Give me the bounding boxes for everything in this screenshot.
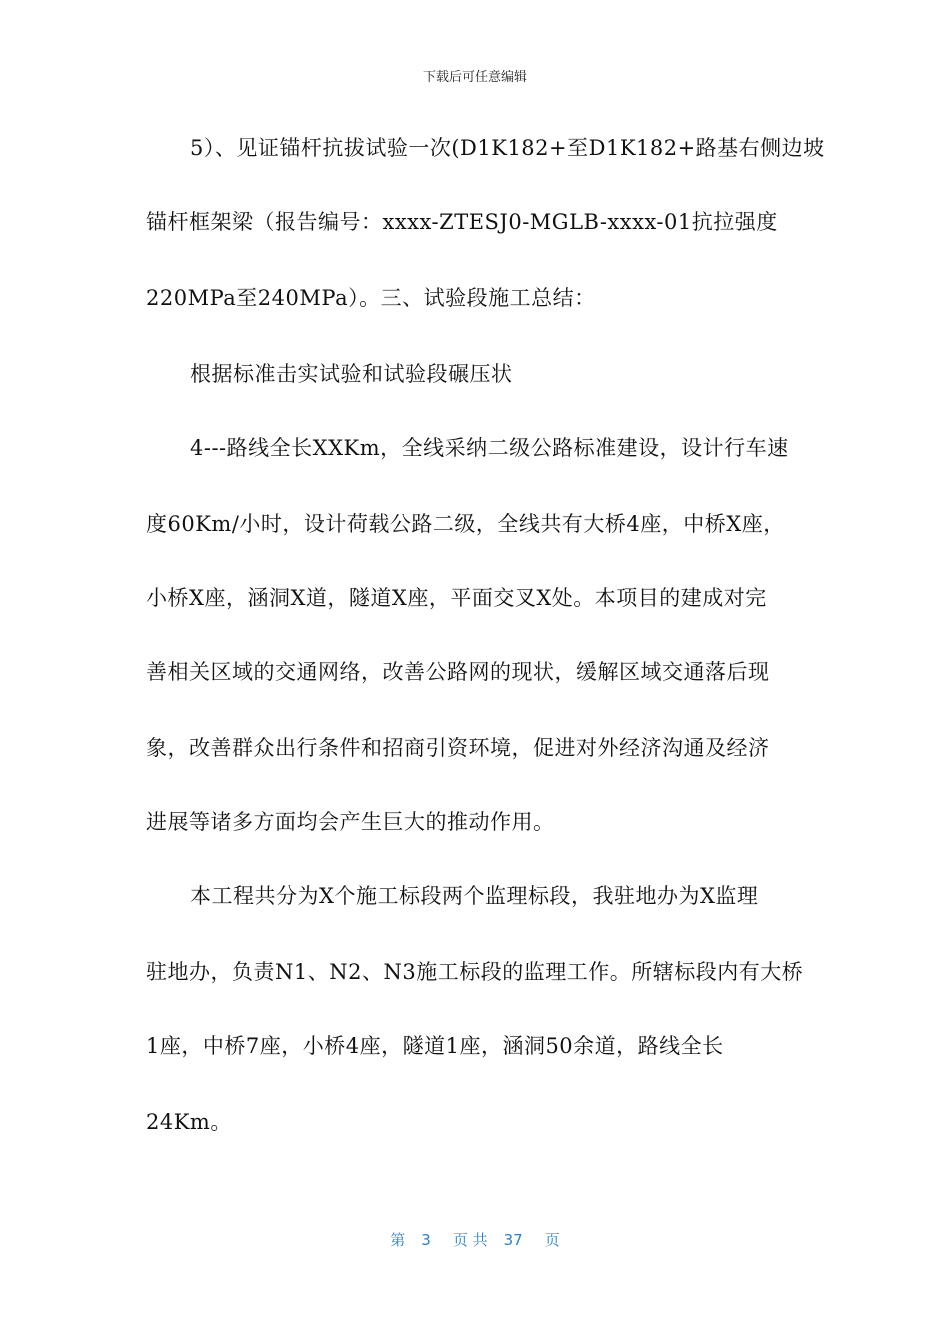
page-header: 下载后可任意编辑 — [422, 70, 527, 85]
body-line-14: 24Km。 — [146, 1110, 232, 1134]
body-line-11: 本工程共分为X个施工标段两个监理标段，我驻地办为X监理 — [190, 884, 759, 908]
body-line-10: 进展等诸多方面均会产生巨大的推动作用。 — [146, 810, 555, 834]
body-line-12: 驻地办，负责N1、N2、N3施工标段的监理工作。所辖标段内有大桥 — [146, 960, 804, 984]
footer-prefix: 第 — [390, 1231, 406, 1249]
body-line-8: 善相关区域的交通网络，改善公路网的现状，缓解区域交通落后现 — [146, 660, 770, 684]
body-line-7: 小桥X座，涵洞X道，隧道X座，平面交叉X处。本项目的建成对完 — [146, 586, 767, 610]
footer-middle: 页 共 — [452, 1231, 488, 1249]
body-line-3: 220MPa至240MPa）。三、试验段施工总结： — [146, 286, 596, 310]
body-line-2: 锚杆框架梁（报告编号：xxxx-ZTESJ0-MGLB-xxxx-01抗拉强度 — [146, 210, 778, 234]
body-line-6: 度60Km/小时，设计荷载公路二级，全线共有大桥4座，中桥X座， — [146, 512, 785, 536]
body-line-4: 根据标准击实试验和试验段碾压状 — [190, 362, 513, 386]
footer-total-pages: 37 — [503, 1231, 523, 1249]
body-line-13: 1座，中桥7座，小桥4座，隧道1座，涵洞50余道，路线全长 — [146, 1034, 724, 1058]
footer-suffix: 页 — [544, 1231, 560, 1249]
body-line-9: 象，改善群众出行条件和招商引资环境，促进对外经济沟通及经济 — [146, 736, 770, 760]
page-footer — [0, 1229, 950, 1250]
footer-page-number: 3 — [421, 1231, 431, 1249]
body-line-5: 4---路线全长XXKm，全线采纳二级公路标准建设，设计行车速 — [190, 436, 789, 460]
body-line-1: 5）、见证锚杆抗拔试验一次(D1K182+至D1K182+路基右侧边坡 — [190, 136, 825, 160]
